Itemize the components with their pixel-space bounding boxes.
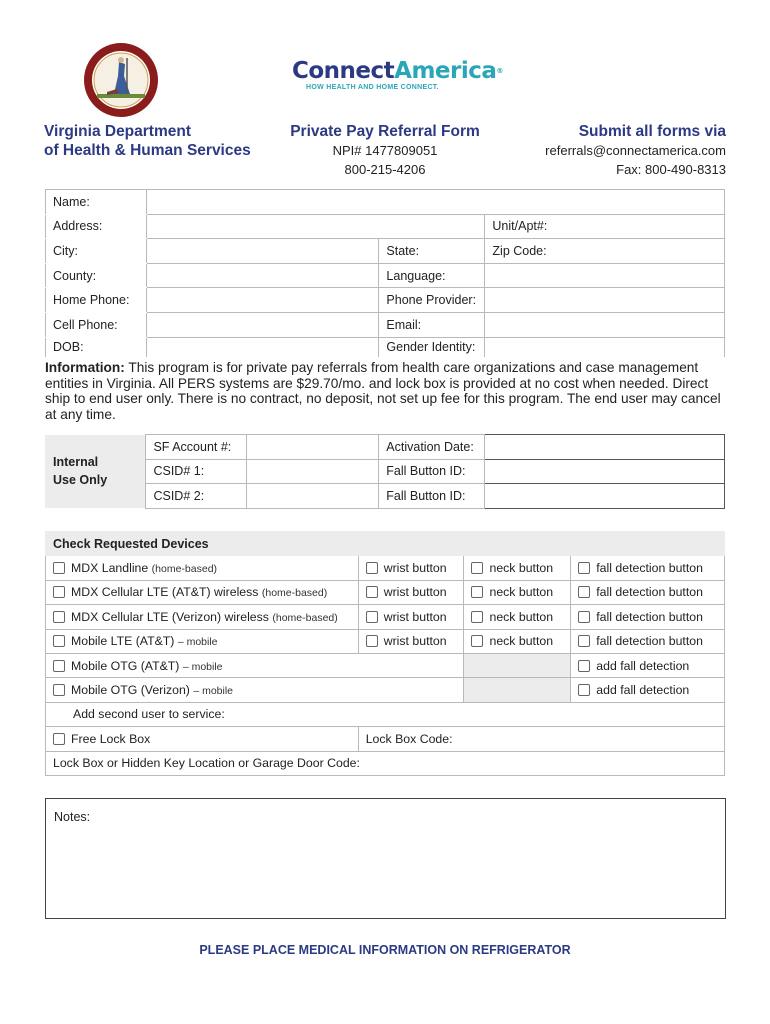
add-fall-option[interactable]: add fall detection (571, 653, 725, 677)
checkbox[interactable] (578, 660, 590, 672)
checkbox[interactable] (578, 635, 590, 647)
name-field[interactable] (146, 190, 724, 215)
checkbox[interactable] (366, 562, 378, 574)
checkbox[interactable] (471, 635, 483, 647)
home-phone-field[interactable] (146, 288, 378, 313)
checkbox[interactable] (578, 611, 590, 623)
activation-date-label: Activation Date: (379, 435, 485, 460)
wrist-option[interactable]: wrist button (358, 605, 464, 629)
device-row-mdx-landline[interactable]: MDX Landline (home-based) (46, 556, 359, 580)
shaded-cell (464, 678, 571, 702)
city-label: City: (46, 239, 147, 264)
county-field[interactable] (146, 263, 378, 288)
checkbox[interactable] (578, 684, 590, 696)
wrist-option[interactable]: wrist button (358, 580, 464, 604)
checkbox[interactable] (471, 611, 483, 623)
phone-provider-field[interactable] (485, 288, 725, 313)
cell-phone-field[interactable] (146, 312, 378, 337)
submit-email: referrals@connectamerica.com (545, 143, 726, 158)
device-row-mdx-cellular-verizon[interactable]: MDX Cellular LTE (Verizon) wireless (home-based) (46, 605, 359, 629)
csid2-field[interactable] (247, 484, 379, 509)
submit-block: Submit all forms via referrals@connectamerica.com Fax: 800-490-8313 (545, 123, 726, 177)
program-information: Information: This program is for private pay referrals from health care organizations and case management entities in Virginia. All PERS systems are $29.70/mo. and lock box is provided at no cost when needed. Direct ship to end user only. There is no contract, no deposit, not set up fee for this program. The end user may cancel at any time. (45, 360, 721, 422)
neck-option[interactable]: neck button (464, 605, 571, 629)
sf-account-field[interactable] (247, 435, 379, 460)
fall-option[interactable]: fall detection button (571, 556, 725, 580)
neck-option[interactable]: neck button (464, 629, 571, 653)
email-label: Email: (379, 312, 485, 337)
fall-id2-field[interactable] (485, 484, 725, 509)
devices-table (45, 531, 725, 776)
device-row-mobile-otg-verizon[interactable]: Mobile OTG (Verizon) – mobile (46, 678, 464, 702)
unit-field[interactable]: Unit/Apt#: (485, 214, 725, 239)
connect-america-logo: ConnectAmerica® HOW HEALTH AND HOME CONNECT. (292, 58, 503, 91)
lock-box-location-field[interactable]: Lock Box or Hidden Key Location or Garage Door Code: (46, 751, 725, 775)
internal-use-title: Internal Use Only (45, 435, 146, 509)
wrist-option[interactable]: wrist button (358, 556, 464, 580)
second-user-field[interactable]: Add second user to service: (46, 702, 725, 726)
npi-number: NPI# 1477809051 (332, 143, 438, 158)
checkbox[interactable] (53, 635, 65, 647)
language-label: Language: (379, 263, 485, 288)
sf-account-label: SF Account #: (146, 435, 247, 460)
email-field[interactable] (485, 312, 725, 337)
virginia-seal-logo (83, 42, 159, 118)
phone-provider-label: Phone Provider: (379, 288, 485, 313)
checkbox[interactable] (53, 586, 65, 598)
checkbox[interactable] (53, 562, 65, 574)
address-label: Address: (46, 214, 147, 239)
checkbox[interactable] (366, 611, 378, 623)
contact-phone: 800-215-4206 (344, 162, 426, 177)
checkbox[interactable] (578, 562, 590, 574)
fall-option[interactable]: fall detection button (571, 605, 725, 629)
free-lock-box-option[interactable]: Free Lock Box (46, 727, 359, 751)
csid2-label: CSID# 2: (146, 484, 247, 509)
checkbox[interactable] (366, 586, 378, 598)
checkbox[interactable] (53, 660, 65, 672)
device-row-mdx-cellular-att[interactable]: MDX Cellular LTE (AT&T) wireless (home-based) (46, 580, 359, 604)
language-field[interactable] (485, 263, 725, 288)
fall-id1-field[interactable] (485, 459, 725, 484)
checkbox[interactable] (366, 635, 378, 647)
state-field[interactable]: State: (379, 239, 485, 264)
internal-use-table (45, 434, 725, 509)
fall-option[interactable]: fall detection button (571, 629, 725, 653)
gender-label: Gender Identity: (379, 337, 485, 357)
notes-box[interactable] (45, 798, 726, 919)
checkbox[interactable] (471, 586, 483, 598)
devices-heading: Check Requested Devices (46, 532, 725, 556)
fall-option[interactable]: fall detection button (571, 580, 725, 604)
form-title: Private Pay Referral Form (290, 123, 480, 140)
checkbox[interactable] (471, 562, 483, 574)
device-row-mobile-lte-att[interactable]: Mobile LTE (AT&T) – mobile (46, 629, 359, 653)
cell-phone-label: Cell Phone: (46, 312, 147, 337)
name-label: Name: (46, 190, 147, 215)
neck-option[interactable]: neck button (464, 580, 571, 604)
csid1-label: CSID# 1: (146, 459, 247, 484)
wrist-option[interactable]: wrist button (358, 629, 464, 653)
city-field[interactable] (146, 239, 378, 264)
dob-field[interactable] (146, 337, 378, 357)
dob-label: DOB: (46, 337, 147, 357)
checkbox[interactable] (578, 586, 590, 598)
shaded-cell (464, 653, 571, 677)
home-phone-label: Home Phone: (46, 288, 147, 313)
add-fall-option[interactable]: add fall detection (571, 678, 725, 702)
checkbox[interactable] (53, 733, 65, 745)
activation-date-field[interactable] (485, 435, 725, 460)
checkbox[interactable] (53, 611, 65, 623)
address-field[interactable] (146, 214, 484, 239)
checkbox[interactable] (53, 684, 65, 696)
county-label: County: (46, 263, 147, 288)
lock-box-code-field[interactable]: Lock Box Code: (358, 727, 724, 751)
csid1-field[interactable] (247, 459, 379, 484)
form-title-block (272, 122, 498, 179)
neck-option[interactable]: neck button (464, 556, 571, 580)
client-info-table (45, 189, 725, 357)
notes-label: Notes: (54, 810, 91, 824)
fall-id1-label: Fall Button ID: (379, 459, 485, 484)
footer-notice: PLEASE PLACE MEDICAL INFORMATION ON REFRIGERATOR (199, 943, 571, 957)
fall-id2-label: Fall Button ID: (379, 484, 485, 509)
zip-field[interactable]: Zip Code: (485, 239, 725, 264)
device-row-mobile-otg-att[interactable]: Mobile OTG (AT&T) – mobile (46, 653, 464, 677)
agency-name: Virginia Department of Health & Human Services (44, 123, 251, 159)
gender-field[interactable] (485, 337, 725, 357)
submit-fax: Fax: 800-490-8313 (616, 162, 726, 177)
